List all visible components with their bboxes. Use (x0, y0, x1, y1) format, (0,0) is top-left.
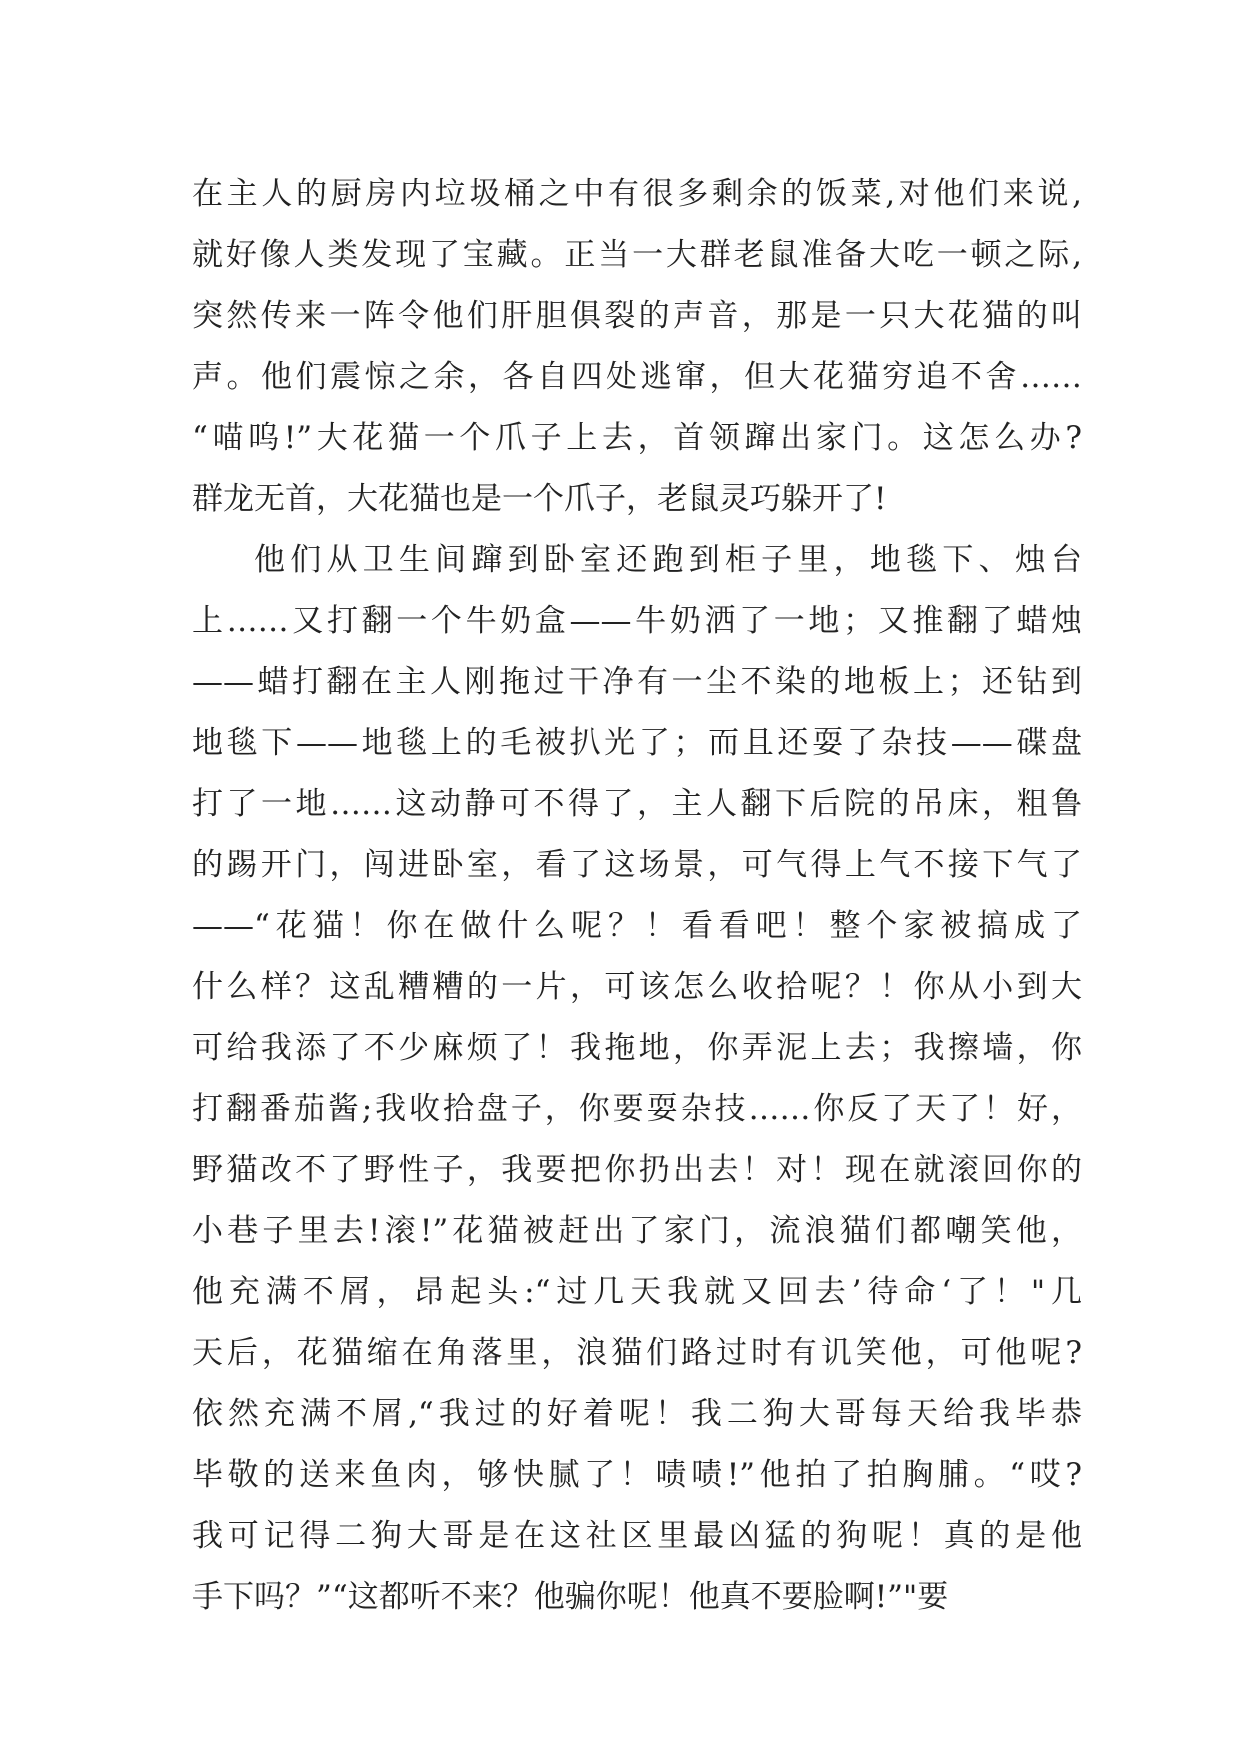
body-text (192, 164, 1082, 1628)
text-line: 可给我添了不少麻烦了！我拖地，你弄泥上去；我擦墙，你 (192, 1030, 1082, 1066)
text-line: 小巷子里去!滚!”花猫被赶出了家门，流浪猫们都嘲笑他， (192, 1213, 1082, 1249)
text-line: 在主人的厨房内垃圾桶之中有很多剩余的饭菜,对他们来说, (192, 176, 1082, 212)
text-line: 打翻番茄酱;我收拾盘子，你要耍杂技……你反了天了！好， (192, 1091, 1082, 1127)
text-line: 就好像人类发现了宝藏。正当一大群老鼠准备大吃一顿之际, (192, 237, 1082, 273)
text-line: 手下吗？”“这都听不来？他骗你呢！他真不要脸啊!”"要 (192, 1579, 949, 1615)
text-line: 毕敬的送来鱼肉，够快腻了！啧啧!”他拍了拍胸脯。“哎? (192, 1457, 1082, 1493)
text-line: 什么样？这乱糟糟的一片，可该怎么收拾呢？！你从小到大 (192, 969, 1082, 1005)
text-line: 的踢开门，闯进卧室，看了这场景，可气得上气不接下气了 (192, 847, 1082, 883)
text-line: 他充满不屑，昂起头:“过几天我就又回去’待命‘了！"几 (192, 1274, 1082, 1310)
text-line: 野猫改不了野性子，我要把你扔出去！对！现在就滚回你的 (192, 1152, 1082, 1188)
text-line: “喵呜!”大花猫一个爪子上去，首领蹿出家门。这怎么办? (192, 420, 1082, 456)
text-line: 打了一地……这动静可不得了，主人翻下后院的吊床，粗鲁 (192, 786, 1082, 822)
text-line: ——“花猫！你在做什么呢？！看看吧！整个家被搞成了 (192, 908, 1082, 944)
text-line: 群龙无首，大花猫也是一个爪子，老鼠灵巧躲开了! (192, 481, 887, 517)
text-line: 我可记得二狗大哥是在这社区里最凶猛的狗呢！真的是他 (192, 1518, 1082, 1554)
text-line: 依然充满不屑,“我过的好着呢！我二狗大哥每天给我毕恭 (192, 1396, 1082, 1432)
text-line: 突然传来一阵令他们肝胆俱裂的声音，那是一只大花猫的叫 (192, 298, 1082, 334)
text-line: 他们从卫生间蹿到卧室还跑到柜子里，地毯下、烛台 (254, 542, 1082, 578)
text-line: 地毯下——地毯上的毛被扒光了；而且还耍了杂技——碟盘 (192, 725, 1082, 761)
text-line: ——蜡打翻在主人刚拖过干净有一尘不染的地板上；还钻到 (192, 664, 1082, 700)
text-line: 声。他们震惊之余，各自四处逃窜，但大花猫穷追不舍…… (192, 359, 1082, 395)
text-line: 上……又打翻一个牛奶盒——牛奶洒了一地；又推翻了蜡烛 (192, 603, 1082, 639)
text-line: 天后，花猫缩在角落里，浪猫们路过时有讥笑他，可他呢? (192, 1335, 1082, 1371)
